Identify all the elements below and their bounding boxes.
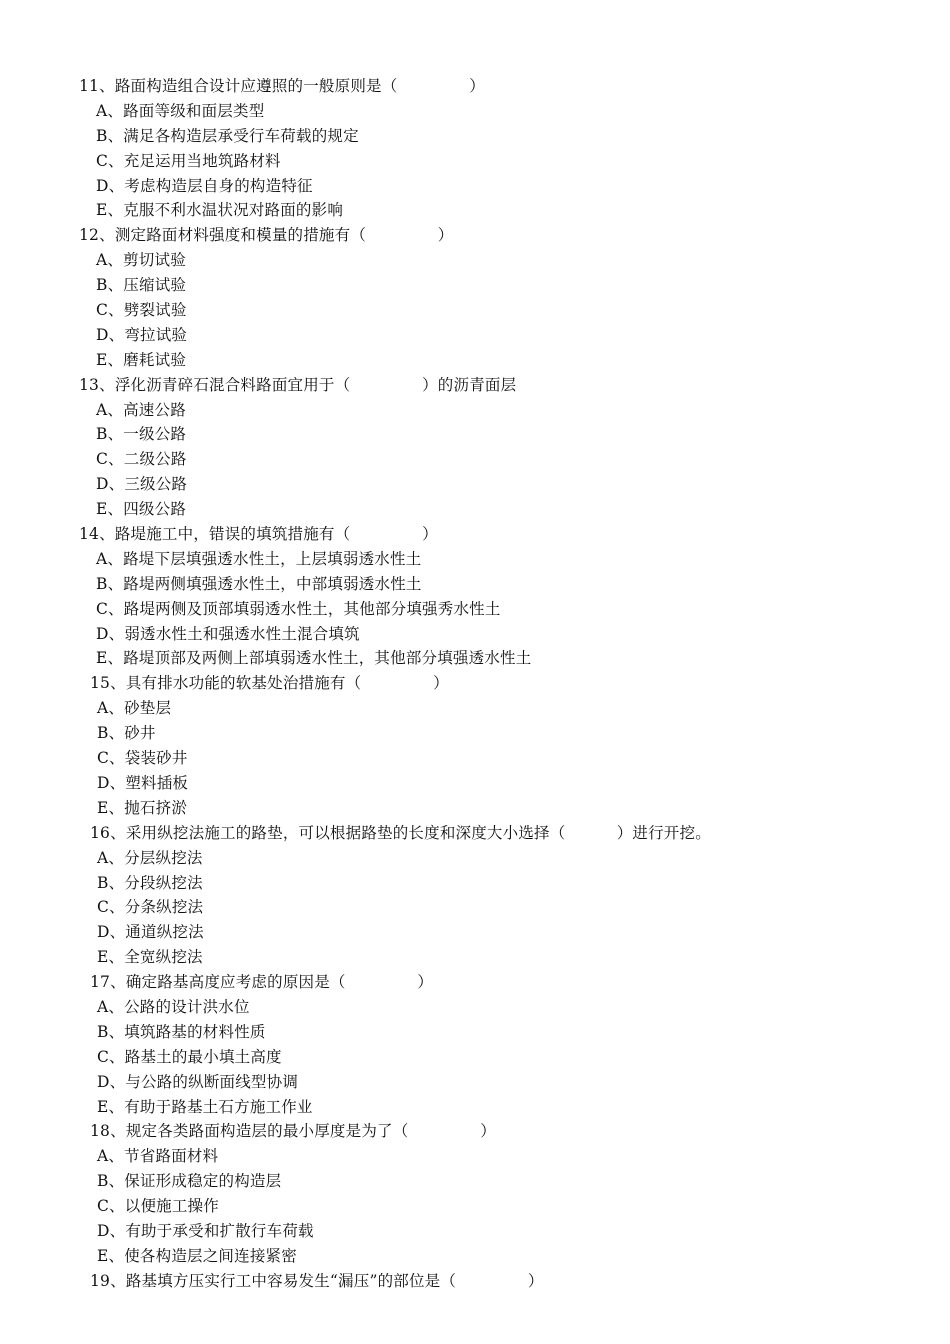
question-stem: 17、确定路基高度应考虑的原因是（ ） [90,973,434,992]
option-c: C、充足运用当地筑路材料 [96,151,281,170]
question-16 [0,821,950,970]
option-b: B、砂井 [97,724,156,743]
option-b: B、满足各构造层承受行车荷载的规定 [96,126,359,145]
question-stem: 18、规定各类路面构造层的最小厚度是为了（ ） [90,1122,496,1141]
option-d: D、通道纵挖法 [97,923,204,942]
option-c: C、分条纵挖法 [97,898,204,917]
option-d: D、考虑构造层自身的构造特征 [96,176,313,195]
question-19 [0,1269,950,1294]
question-13 [0,373,950,522]
question-14 [0,522,950,671]
option-d: D、弯拉试验 [96,325,188,344]
question-15 [0,671,950,820]
option-c: C、袋装砂井 [97,749,188,768]
option-e: E、抛石挤淤 [97,798,188,817]
option-b: B、保证形成稳定的构造层 [97,1172,282,1191]
option-a: A、剪切试验 [96,251,186,270]
option-b: B、填筑路基的材料性质 [97,1022,266,1041]
option-b: B、分段纵挖法 [97,873,203,892]
option-d: D、有助于承受和扩散行车荷载 [97,1221,314,1240]
question-17 [0,970,950,1119]
option-a: A、路堤下层填强透水性土，上层填弱透水性土 [96,549,422,568]
option-c: C、以便施工操作 [97,1197,219,1216]
option-a: A、砂垫层 [97,699,172,718]
question-11 [0,74,950,223]
option-e: E、四级公路 [96,500,187,519]
question-stem: 14、路堤施工中，错误的填筑措施有（ ） [79,525,438,544]
option-d: D、塑料插板 [97,773,189,792]
question-stem: 11、路面构造组合设计应遵照的一般原则是（ ） [79,77,485,95]
question-stem: 15、具有排水功能的软基处治措施有（ ） [90,674,449,693]
option-b: B、压缩试验 [96,276,187,295]
option-d: D、与公路的纵断面线型协调 [97,1072,299,1091]
question-stem: 16、采用纵挖法施工的路垫，可以根据路垫的长度和深度大小选择（ ）进行开挖。 [90,823,711,842]
question-stem: 13、浮化沥青碎石混合料路面宜用于（ ）的沥青面层 [79,375,517,394]
option-c: C、二级公路 [96,450,187,469]
question-stem: 12、测定路面材料强度和模量的措施有（ ） [79,226,454,245]
option-c: C、路基土的最小填土高度 [97,1047,282,1066]
option-a: A、路面等级和面层类型 [96,101,265,120]
option-e: E、使各构造层之间连接紧密 [97,1246,297,1265]
option-d: D、三级公路 [96,475,188,494]
option-d: D、弱透水性土和强透水性土混合填筑 [96,624,360,643]
option-e: E、全宽纵挖法 [97,948,203,967]
option-a: A、公路的设计洪水位 [97,997,250,1016]
option-e: E、磨耗试验 [96,350,187,369]
question-stem: 19、路基填方压实行工中容易发生“漏压”的部位是（ ） [90,1271,544,1290]
option-c: C、路堤两侧及顶部填弱透水性土，其他部分填强秀水性土 [96,599,501,618]
question-18 [0,1119,950,1268]
option-b: B、一级公路 [96,425,187,444]
option-c: C、劈裂试验 [96,301,187,320]
option-a: A、节省路面材料 [97,1147,219,1166]
option-e: E、克服不利水温状况对路面的影响 [96,201,344,220]
option-e: E、有助于路基土石方施工作业 [97,1097,313,1116]
option-a: A、高速公路 [96,400,186,419]
option-a: A、分层纵挖法 [97,848,203,867]
document-page [0,74,950,1294]
question-12 [0,223,950,372]
option-e: E、路堤顶部及两侧上部填弱透水性土，其他部分填强透水性土 [96,649,532,668]
option-b: B、路堤两侧填强透水性土，中部填弱透水性土 [96,574,422,593]
